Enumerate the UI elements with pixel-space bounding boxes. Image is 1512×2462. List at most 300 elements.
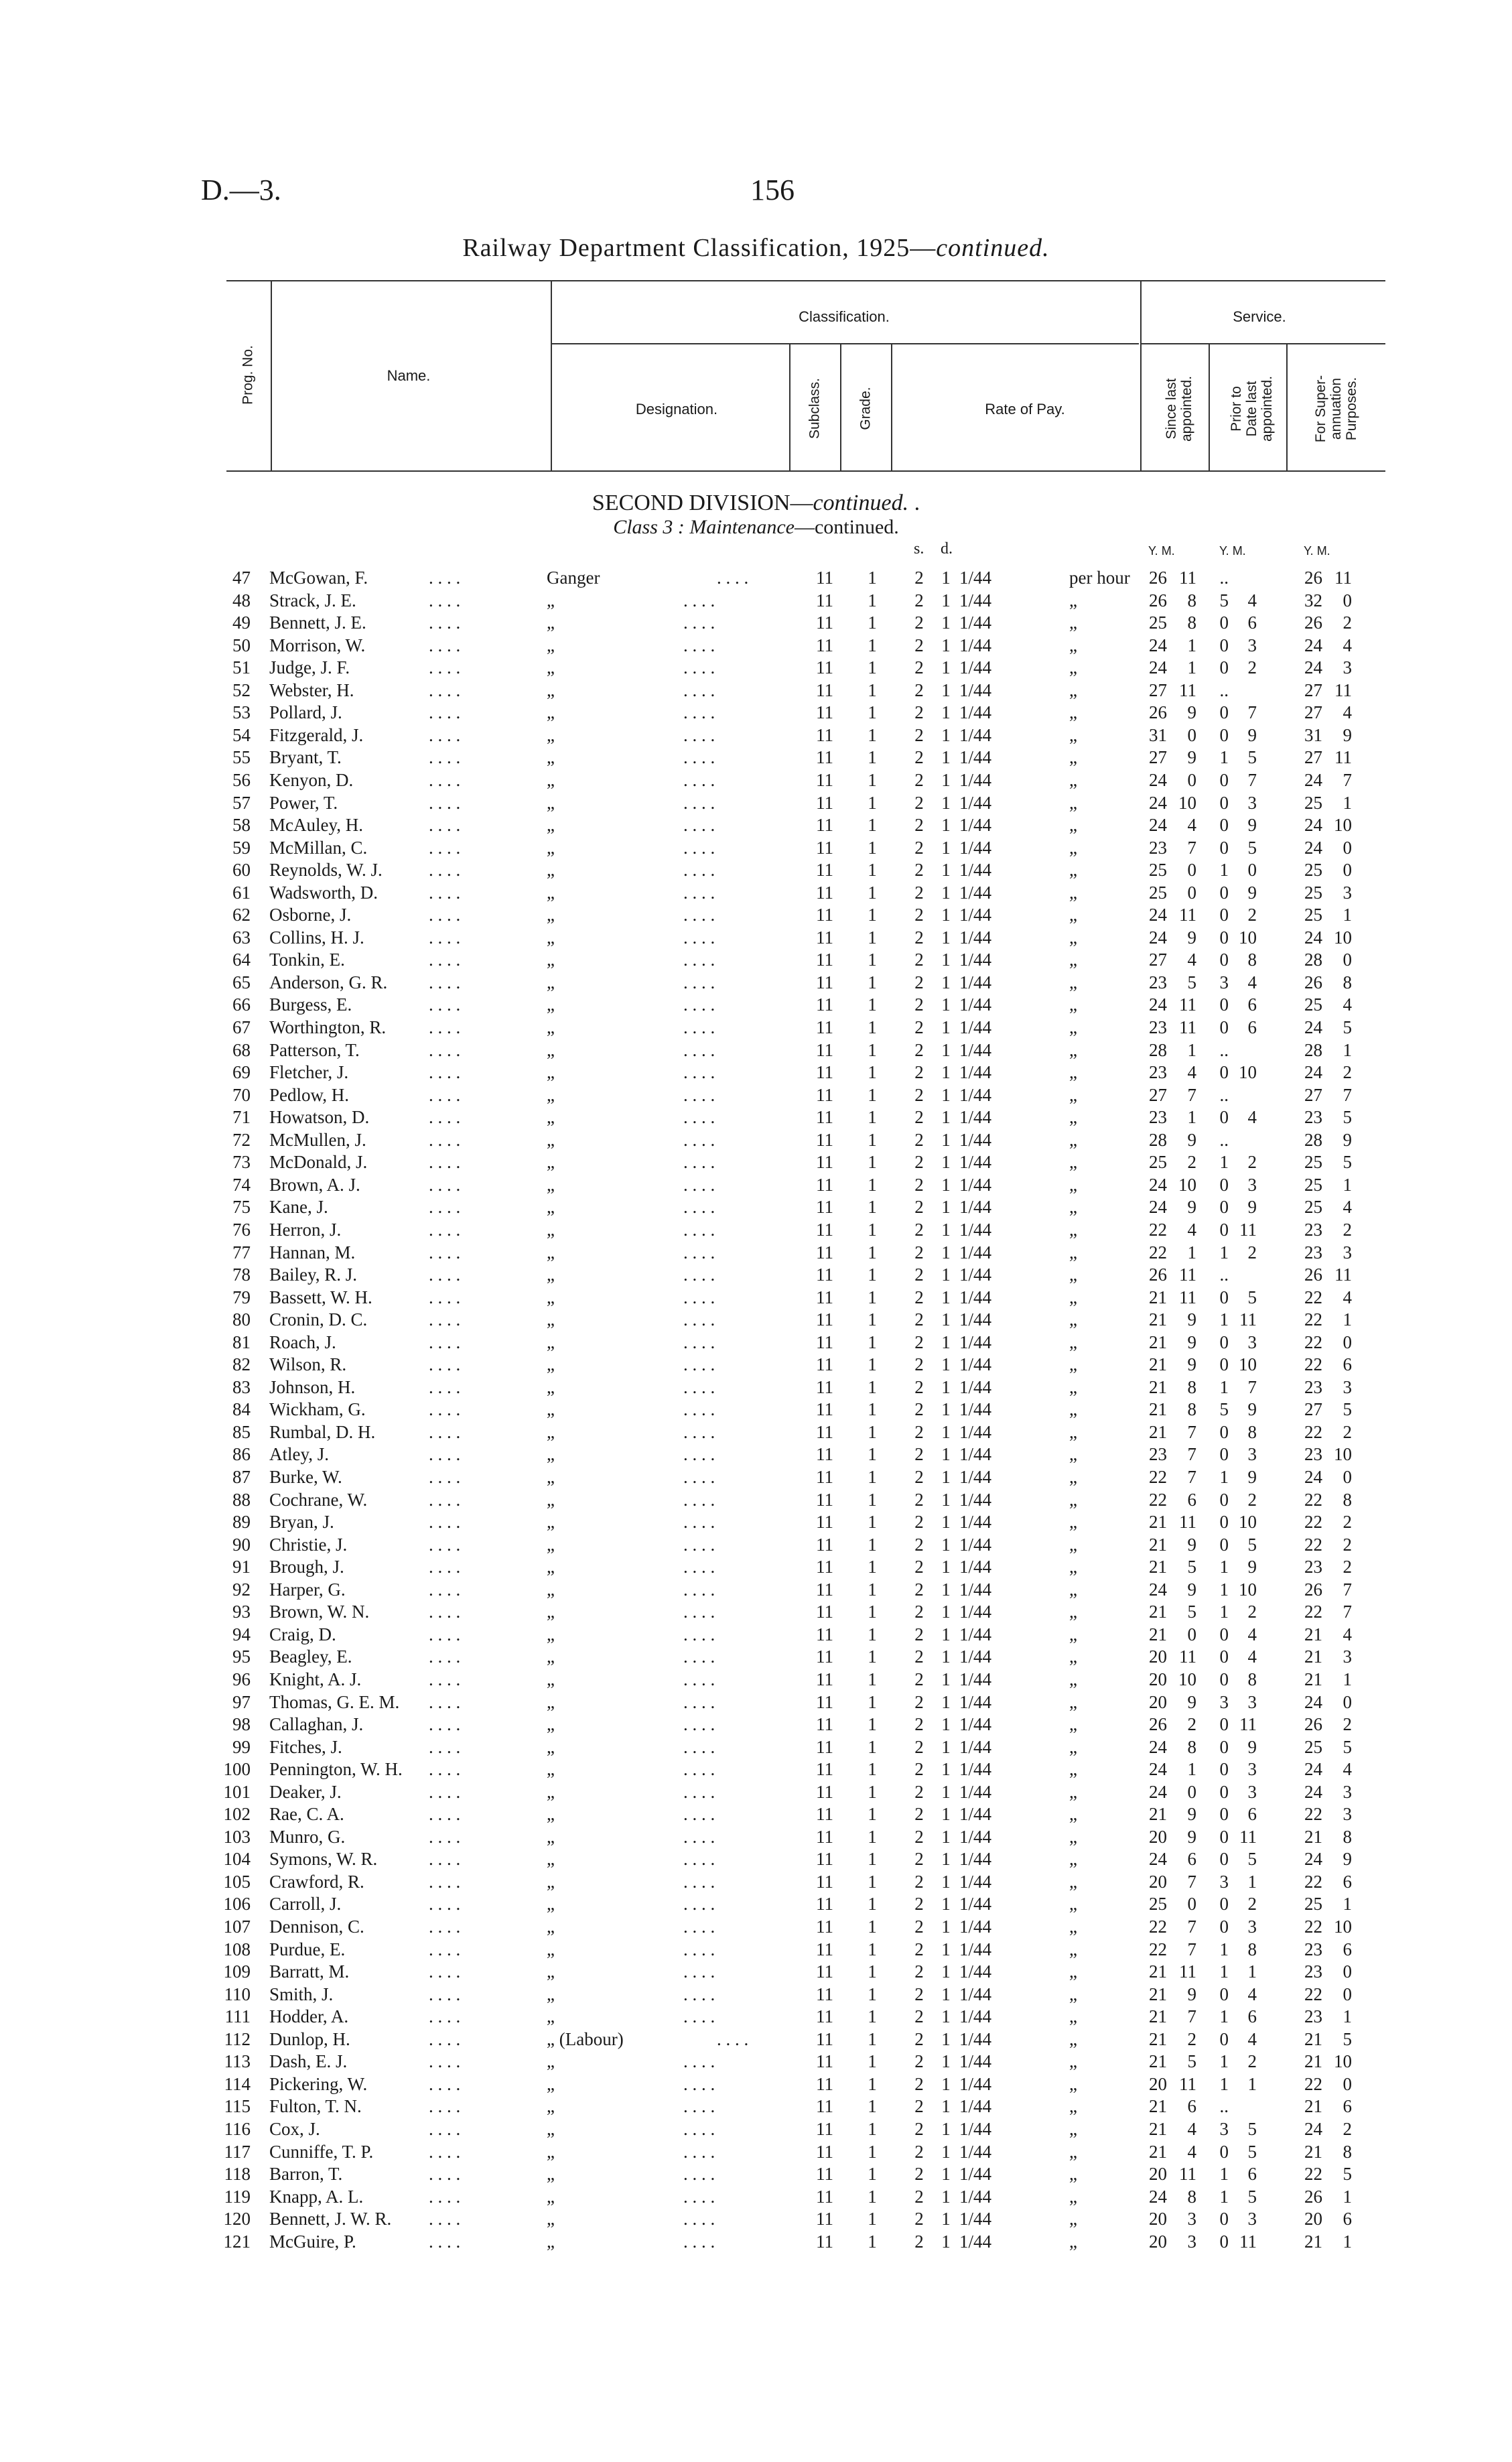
leader-dots: . . . . [429,882,461,903]
cell-since-years: 22 [1149,1489,1167,1510]
cell-since-years: 25 [1149,1894,1167,1915]
cell-prior-years: .. [1219,1084,1229,1105]
cell-grade: 1 [868,568,877,588]
cell-super-months: 3 [1343,1804,1352,1825]
cell-grade: 1 [868,1646,877,1667]
cell-name: Cochrane, W. [269,1489,368,1510]
cell-prog-no: 79 [232,1287,251,1307]
cell-super-years: 21 [1304,2051,1322,2072]
cell-super-years: 21 [1304,2096,1322,2117]
cell-designation: „ [547,590,555,610]
cell-rate-pence: 1 [941,1287,951,1307]
cell-since-years: 27 [1149,679,1167,700]
division-name: SECOND DIVISION— [592,491,813,515]
cell-prior-years: 0 [1219,769,1229,790]
cell-super-years: 27 [1304,1399,1322,1420]
cell-grade: 1 [868,1917,877,1937]
cell-super-years: 23 [1304,1557,1322,1577]
cell-rate-pence: 1 [941,1152,951,1173]
cell-since-months: 7 [1187,1939,1196,1959]
cell-prog-no: 78 [232,1265,251,1285]
cell-designation: „ [547,1174,555,1195]
table-row [0,2028,1512,2051]
cell-name: McAuley, H. [269,815,363,836]
table-row [0,1489,1512,1511]
cell-rate-shillings: 2 [914,590,924,610]
leader-dots: . . . . [429,905,461,925]
cell-since-months: 1 [1187,657,1196,678]
cell-name: Worthington, R. [269,1017,387,1037]
cell-prog-no: 97 [232,1691,251,1712]
cell-super-months: 1 [1343,2231,1352,2252]
cell-rate-pence: 1 [941,1017,951,1037]
cell-super-months: 0 [1343,1984,1352,2004]
cell-prior-months: 3 [1247,635,1257,655]
cell-prior-months: 4 [1247,1646,1257,1667]
cell-rate-shillings: 2 [914,2006,924,2027]
cell-rate-fraction: 1/44 [959,2096,992,2117]
leader-dots: . . . . [429,1354,461,1375]
cell-name: Burgess, E. [269,994,352,1015]
cell-since-years: 22 [1149,1219,1167,1240]
cell-rate-fraction: 1/44 [959,2231,992,2252]
leader-dots: . . . . [429,1489,461,1510]
cell-since-months: 10 [1178,792,1196,813]
cell-designation: „ [547,1557,555,1577]
cell-prior-years: 0 [1219,1512,1229,1533]
cell-prior-years: .. [1219,1129,1229,1150]
cell-name: Reynolds, W. J. [269,860,383,881]
cell-super-months: 3 [1343,1242,1352,1262]
table-row [0,2051,1512,2073]
cell-rate-unit: „ [1069,994,1077,1015]
leader-dots: . . . . [683,1152,715,1173]
cell-super-months: 0 [1343,860,1352,881]
cell-subclass: 11 [816,1826,833,1847]
cell-subclass: 11 [816,2209,833,2229]
table-row [0,1511,1512,1533]
cell-prior-months: 6 [1247,612,1257,633]
cell-name: Cunniffe, T. P. [269,2141,374,2162]
cell-since-months: 10 [1178,1669,1196,1689]
cell-rate-unit: „ [1069,1579,1077,1600]
cell-since-months: 11 [1179,2164,1196,2185]
cell-subclass: 11 [816,1849,833,1870]
cell-super-months: 2 [1343,2118,1352,2139]
cell-name: Atley, J. [269,1444,329,1465]
leader-dots: . . . . [683,1759,715,1780]
cell-prog-no: 109 [223,1961,251,1982]
table-row [0,1624,1512,1646]
cell-since-years: 24 [1149,815,1167,836]
cell-subclass: 11 [816,1894,833,1915]
leader-dots: . . . . [683,1309,715,1330]
cell-rate-shillings: 2 [914,1062,924,1083]
cell-since-months: 9 [1187,1826,1196,1847]
cell-name: Hodder, A. [269,2006,349,2027]
cell-grade: 1 [868,815,877,836]
cell-rate-fraction: 1/44 [959,1669,992,1689]
leader-dots: . . . . [683,2096,715,2117]
cell-super-months: 0 [1343,950,1352,970]
cell-since-years: 25 [1149,1152,1167,1173]
leader-dots: . . . . [429,815,461,836]
cell-prog-no: 90 [232,1534,251,1555]
cell-since-years: 21 [1149,1421,1167,1442]
cell-since-months: 3 [1187,2209,1196,2229]
cell-since-months: 0 [1187,882,1196,903]
cell-prog-no: 55 [232,747,251,768]
cell-prior-years: 0 [1219,882,1229,903]
cell-prior-years: 0 [1219,950,1229,970]
cell-rate-unit: „ [1069,1265,1077,1285]
cell-prog-no: 48 [232,590,251,610]
cell-since-months: 9 [1187,1804,1196,1825]
cell-since-months: 7 [1187,2006,1196,2027]
leader-dots: . . . . [683,1804,715,1825]
cell-prior-years: 1 [1219,1602,1229,1622]
cell-rate-shillings: 2 [914,568,924,588]
cell-rate-unit: „ [1069,2186,1077,2207]
leader-dots: . . . . [683,1512,715,1533]
cell-super-years: 24 [1304,1062,1322,1083]
cell-rate-unit: „ [1069,882,1077,903]
cell-rate-pence: 1 [941,905,951,925]
leader-dots: . . . . [683,679,715,700]
cell-rate-shillings: 2 [914,635,924,655]
cell-rate-pence: 1 [941,1332,951,1352]
cell-since-years: 21 [1149,2141,1167,2162]
header-top-rule [226,280,1385,281]
cell-subclass: 11 [816,747,833,768]
cell-rate-fraction: 1/44 [959,815,992,836]
cell-since-months: 9 [1187,1309,1196,1330]
cell-rate-fraction: 1/44 [959,1152,992,1173]
cell-grade: 1 [868,837,877,858]
cell-subclass: 11 [816,1691,833,1712]
cell-grade: 1 [868,1691,877,1712]
cell-rate-shillings: 2 [914,1444,924,1465]
cell-prog-no: 70 [232,1084,251,1105]
cell-super-months: 7 [1343,1602,1352,1622]
cell-since-months: 6 [1187,1849,1196,1870]
cell-prog-no: 98 [232,1714,251,1735]
leader-dots: . . . . [683,1421,715,1442]
cell-subclass: 11 [816,635,833,655]
cell-since-months: 8 [1187,1736,1196,1757]
table-row [0,1219,1512,1241]
cell-grade: 1 [868,860,877,881]
cell-name: Burke, W. [269,1467,342,1487]
cell-subclass: 11 [816,1399,833,1420]
cell-prog-no: 91 [232,1557,251,1577]
cell-since-years: 24 [1149,769,1167,790]
cell-super-years: 27 [1304,747,1322,768]
cell-subclass: 11 [816,972,833,992]
cell-since-years: 26 [1149,568,1167,588]
cell-super-years: 22 [1304,1534,1322,1555]
cell-subclass: 11 [816,2231,833,2252]
table-row [0,747,1512,769]
cell-grade: 1 [868,1354,877,1375]
cell-since-years: 20 [1149,2209,1167,2229]
cell-since-months: 6 [1187,2096,1196,2117]
cell-since-years: 20 [1149,2164,1167,2185]
cell-prior-years: 0 [1219,702,1229,723]
header-superannuation [1313,362,1361,456]
cell-rate-shillings: 2 [914,1265,924,1285]
cell-designation: „ [547,1242,555,1262]
leader-dots: . . . . [429,2231,461,2252]
cell-designation: „ [547,1646,555,1667]
cell-prior-months: 3 [1247,1691,1257,1712]
cell-super-months: 4 [1343,702,1352,723]
unit-pence: d. [941,540,953,558]
cell-rate-unit: „ [1069,590,1077,610]
cell-prog-no: 104 [223,1849,251,1870]
cell-super-months: 9 [1343,724,1352,745]
cell-since-months: 8 [1187,1399,1196,1420]
cell-super-years: 25 [1304,1152,1322,1173]
cell-rate-pence: 1 [941,1129,951,1150]
cell-since-years: 21 [1149,1332,1167,1352]
cell-subclass: 11 [816,1804,833,1825]
cell-prior-years: 1 [1219,2006,1229,2027]
leader-dots: . . . . [683,2186,715,2207]
cell-since-years: 23 [1149,1017,1167,1037]
table-row [0,1826,1512,1848]
cell-name: Knapp, A. L. [269,2186,364,2207]
cell-rate-shillings: 2 [914,612,924,633]
cell-rate-unit: „ [1069,1084,1077,1105]
cell-rate-unit: „ [1069,1534,1077,1555]
cell-super-years: 26 [1304,972,1322,992]
cell-super-years: 21 [1304,1624,1322,1644]
cell-rate-pence: 1 [941,837,951,858]
page-number: 156 [750,174,795,206]
cell-prior-months: 1 [1247,2073,1257,2094]
cell-grade: 1 [868,792,877,813]
header-bottom-rule [226,470,1385,472]
cell-name: Kane, J. [269,1197,328,1218]
cell-rate-fraction: 1/44 [959,769,992,790]
leader-dots: . . . . [683,2209,715,2229]
cell-prior-years: 0 [1219,2209,1229,2229]
cell-super-years: 24 [1304,815,1322,836]
cell-subclass: 11 [816,1332,833,1352]
cell-name: Kenyon, D. [269,769,354,790]
cell-designation: „ [547,792,555,813]
cell-prior-years: 0 [1219,1197,1229,1218]
cell-since-years: 21 [1149,1534,1167,1555]
table-row [0,1196,1512,1218]
cell-super-years: 22 [1304,1512,1322,1533]
cell-prog-no: 82 [232,1354,251,1375]
cell-since-years: 20 [1149,2073,1167,2094]
cell-rate-pence: 1 [941,860,951,881]
cell-rate-fraction: 1/44 [959,2118,992,2139]
cell-subclass: 11 [816,1669,833,1689]
cell-since-years: 21 [1149,2028,1167,2049]
cell-rate-fraction: 1/44 [959,1376,992,1397]
cell-prior-months: 8 [1247,950,1257,970]
cell-prior-years: 1 [1219,1557,1229,1577]
cell-rate-unit: „ [1069,1017,1077,1037]
cell-prog-no: 96 [232,1669,251,1689]
divider-since [1209,343,1210,472]
cell-prog-no: 57 [232,792,251,813]
cell-subclass: 11 [816,1444,833,1465]
cell-since-months: 4 [1187,815,1196,836]
cell-name: Anderson, G. R. [269,972,388,992]
cell-prior-months: 2 [1247,1602,1257,1622]
cell-prior-years: 0 [1219,2028,1229,2049]
table-row [0,994,1512,1016]
cell-prior-years: 0 [1219,927,1229,948]
cell-subclass: 11 [816,1624,833,1644]
class-continued: —continued. [794,516,899,538]
cell-grade: 1 [868,2186,877,2207]
cell-rate-shillings: 2 [914,1017,924,1037]
cell-grade: 1 [868,1242,877,1262]
cell-designation: „ [547,1961,555,1982]
cell-super-years: 24 [1304,927,1322,948]
cell-rate-shillings: 2 [914,1917,924,1937]
cell-rate-pence: 1 [941,1489,951,1510]
cell-rate-fraction: 1/44 [959,1039,992,1060]
cell-prog-no: 121 [223,2231,251,2252]
cell-prior-months: 1 [1247,1961,1257,1982]
cell-super-months: 4 [1343,1759,1352,1780]
cell-super-years: 22 [1304,1871,1322,1892]
cell-name: Bryant, T. [269,747,342,768]
cell-since-years: 27 [1149,950,1167,970]
cell-name: Barron, T. [269,2164,343,2185]
cell-subclass: 11 [816,1219,833,1240]
cell-since-months: 9 [1187,927,1196,948]
cell-grade: 1 [868,2231,877,2252]
divider-name [551,280,552,472]
cell-super-months: 0 [1343,1332,1352,1352]
service-rule [1140,343,1385,344]
cell-rate-fraction: 1/44 [959,2073,992,2094]
cell-rate-pence: 1 [941,702,951,723]
cell-prior-years: 1 [1219,747,1229,768]
cell-designation: „ [547,1107,555,1128]
cell-since-months: 7 [1187,1444,1196,1465]
cell-rate-shillings: 2 [914,1557,924,1577]
cell-subclass: 11 [816,1039,833,1060]
cell-rate-pence: 1 [941,1691,951,1712]
cell-prog-no: 95 [232,1646,251,1667]
cell-rate-fraction: 1/44 [959,1197,992,1218]
cell-super-months: 4 [1343,994,1352,1015]
cell-super-years: 21 [1304,2141,1322,2162]
cell-rate-unit: „ [1069,2028,1077,2049]
cell-name: Christie, J. [269,1534,348,1555]
cell-designation: „ [547,679,555,700]
leader-dots: . . . . [683,905,715,925]
cell-super-months: 3 [1343,1781,1352,1802]
cell-since-months: 9 [1187,1197,1196,1218]
cell-rate-unit: „ [1069,905,1077,925]
cell-subclass: 11 [816,1309,833,1330]
table-row [0,1039,1512,1061]
cell-rate-pence: 1 [941,1917,951,1937]
cell-grade: 1 [868,1332,877,1352]
cell-super-years: 22 [1304,1354,1322,1375]
header-prog-no: Prog. No. [240,345,256,405]
cell-rate-pence: 1 [941,882,951,903]
cell-super-months: 2 [1343,1714,1352,1735]
cell-rate-unit: „ [1069,2073,1077,2094]
cell-designation: „ [547,1062,555,1083]
leader-dots: . . . . [683,1444,715,1465]
leader-dots: . . . . [429,2051,461,2072]
cell-super-months: 1 [1343,1669,1352,1689]
cell-prior-months: 3 [1247,2209,1257,2229]
cell-prog-no: 88 [232,1489,251,1510]
table-row [0,859,1512,881]
cell-rate-unit: „ [1069,1489,1077,1510]
cell-prior-months: 7 [1247,1376,1257,1397]
leader-dots: . . . . [683,724,715,745]
table-row [0,724,1512,747]
cell-prior-months: 9 [1247,1467,1257,1487]
cell-rate-fraction: 1/44 [959,1984,992,2004]
cell-designation: „ [547,1759,555,1780]
cell-super-years: 27 [1304,679,1322,700]
cell-designation: „ [547,1736,555,1757]
cell-prior-months: 11 [1239,1309,1257,1330]
cell-prior-years: 0 [1219,1624,1229,1644]
cell-rate-pence: 1 [941,1062,951,1083]
cell-since-months: 4 [1187,2118,1196,2139]
cell-since-months: 4 [1187,1219,1196,1240]
cell-super-months: 9 [1343,1129,1352,1150]
cell-super-years: 24 [1304,1759,1322,1780]
cell-rate-unit: „ [1069,1894,1077,1915]
cell-prior-months: 5 [1247,1849,1257,1870]
cell-rate-unit: „ [1069,1646,1077,1667]
cell-grade: 1 [868,1849,877,1870]
cell-rate-unit: „ [1069,1039,1077,1060]
leader-dots: . . . . [429,927,461,948]
cell-name: Hannan, M. [269,1242,356,1262]
cell-rate-unit: „ [1069,1512,1077,1533]
cell-designation: „ [547,1579,555,1600]
cell-super-months: 6 [1343,1354,1352,1375]
cell-prior-years: 3 [1219,2118,1229,2139]
cell-prior-months: 4 [1247,1107,1257,1128]
cell-rate-pence: 1 [941,2006,951,2027]
cell-rate-unit: „ [1069,2209,1077,2229]
cell-rate-pence: 1 [941,2118,951,2139]
header-prior-line-2: Date last [1244,381,1259,437]
cell-grade: 1 [868,1534,877,1555]
cell-rate-pence: 1 [941,1084,951,1105]
cell-prior-years: 1 [1219,860,1229,881]
cell-super-months: 3 [1343,882,1352,903]
cell-super-years: 23 [1304,2006,1322,2027]
cell-rate-pence: 1 [941,1354,951,1375]
leader-dots: . . . . [429,1984,461,2004]
cell-prog-no: 52 [232,679,251,700]
cell-rate-fraction: 1/44 [959,635,992,655]
cell-prog-no: 87 [232,1467,251,1487]
cell-prog-no: 85 [232,1421,251,1442]
leader-dots: . . . . [429,1309,461,1330]
